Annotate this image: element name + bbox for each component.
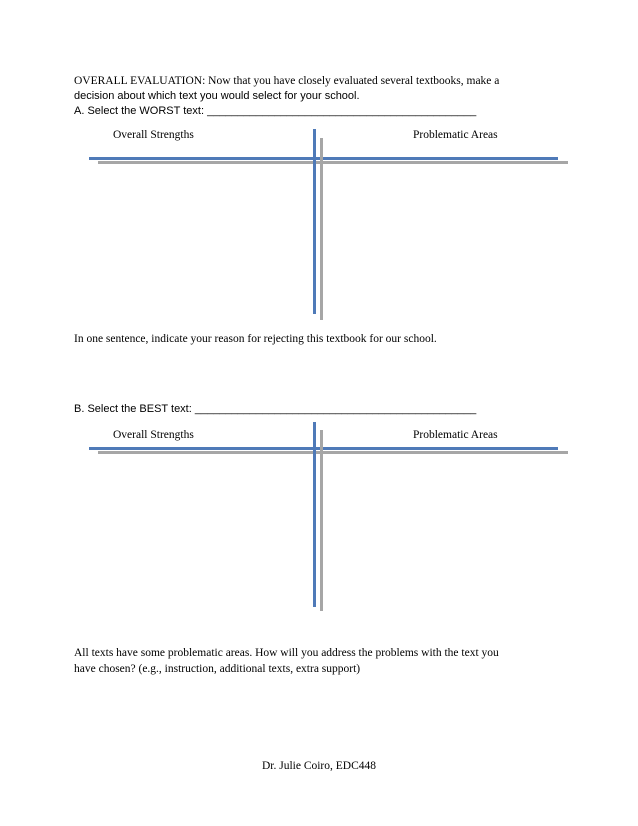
- best-vertical-shadow: [320, 430, 323, 611]
- intro-text: [74, 74, 574, 119]
- worst-problems-heading: Problematic Areas: [413, 129, 498, 141]
- worst-horizontal-line: [89, 157, 558, 160]
- closing-line-1: All texts have some problematic areas. How will you address the problems with the text you: [74, 647, 499, 659]
- worst-horizontal-shadow: [98, 161, 568, 164]
- best-text-blank[interactable]: ______________________________________________: [194, 403, 477, 415]
- worst-strengths-heading: Overall Strengths: [113, 129, 194, 141]
- reason-prompt: In one sentence, indicate your reason for rejecting this textbook for our school.: [74, 333, 437, 345]
- best-horizontal-shadow: [98, 451, 568, 454]
- best-problems-heading: Problematic Areas: [413, 429, 498, 441]
- best-horizontal-line: [89, 447, 558, 450]
- worst-prompt-row: [74, 104, 574, 119]
- closing-line-2: have chosen? (e.g., instruction, additional texts, extra support): [74, 663, 361, 675]
- worst-text-blank[interactable]: ____________________________________________: [207, 105, 477, 117]
- page-footer: Dr. Julie Coiro, EDC448: [261, 760, 377, 772]
- best-prompt-label: B. Select the BEST text:: [74, 403, 195, 415]
- closing-question: [74, 645, 574, 677]
- best-strengths-heading: Overall Strengths: [113, 429, 194, 441]
- best-prompt-row: [74, 403, 476, 415]
- worst-vertical-line: [313, 129, 316, 314]
- best-vertical-line: [313, 422, 316, 607]
- intro-line-1: OVERALL EVALUATION: Now that you have closely evaluated several textbooks, make a: [74, 75, 500, 87]
- worst-vertical-shadow: [320, 138, 323, 320]
- worst-prompt-label: A. Select the WORST text:: [74, 105, 208, 117]
- intro-line-2: decision about which text you would select for your school.: [74, 90, 360, 102]
